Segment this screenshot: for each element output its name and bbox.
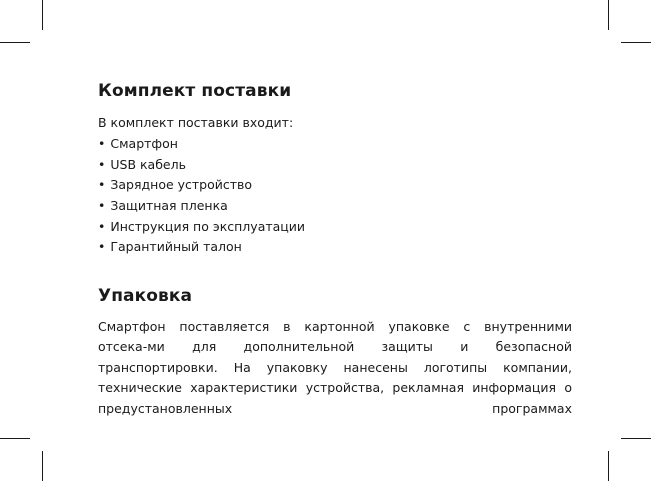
crop-mark-bottom-right-vertical <box>608 451 609 481</box>
crop-mark-top-right-horizontal <box>621 42 651 43</box>
kit-intro-text: В комплект поставки входит: <box>98 115 294 130</box>
crop-mark-bottom-right-horizontal <box>621 438 651 439</box>
crop-mark-bottom-left-horizontal <box>0 438 30 439</box>
crop-mark-top-left-vertical <box>42 0 43 30</box>
crop-mark-top-left-horizontal <box>0 42 30 43</box>
list-item: • Инструкция по эксплуатации <box>98 219 305 240</box>
packaging-body-text: Смартфон поставляется в картонной упаковке с внутренними отсека-ми для дополнительной защиты и безопасной транспортировки. На упаковку нанесены логотипы компании, технические характеристики устройства, рекламная информация о предустановленных программах <box>98 319 572 416</box>
crop-mark-top-right-vertical <box>608 0 609 30</box>
list-item: • Зарядное устройство <box>98 177 305 198</box>
kit-section-title: Комплект поставки <box>98 81 292 101</box>
list-item: • Защитная пленка <box>98 198 305 219</box>
list-item: • Смартфон <box>98 136 305 157</box>
list-item: • USB кабель <box>98 157 305 178</box>
crop-mark-bottom-left-vertical <box>42 451 43 481</box>
packaging-section-title: Упаковка <box>98 286 193 306</box>
kit-items-list <box>98 136 305 260</box>
list-item: • Гарантийный талон <box>98 239 305 260</box>
